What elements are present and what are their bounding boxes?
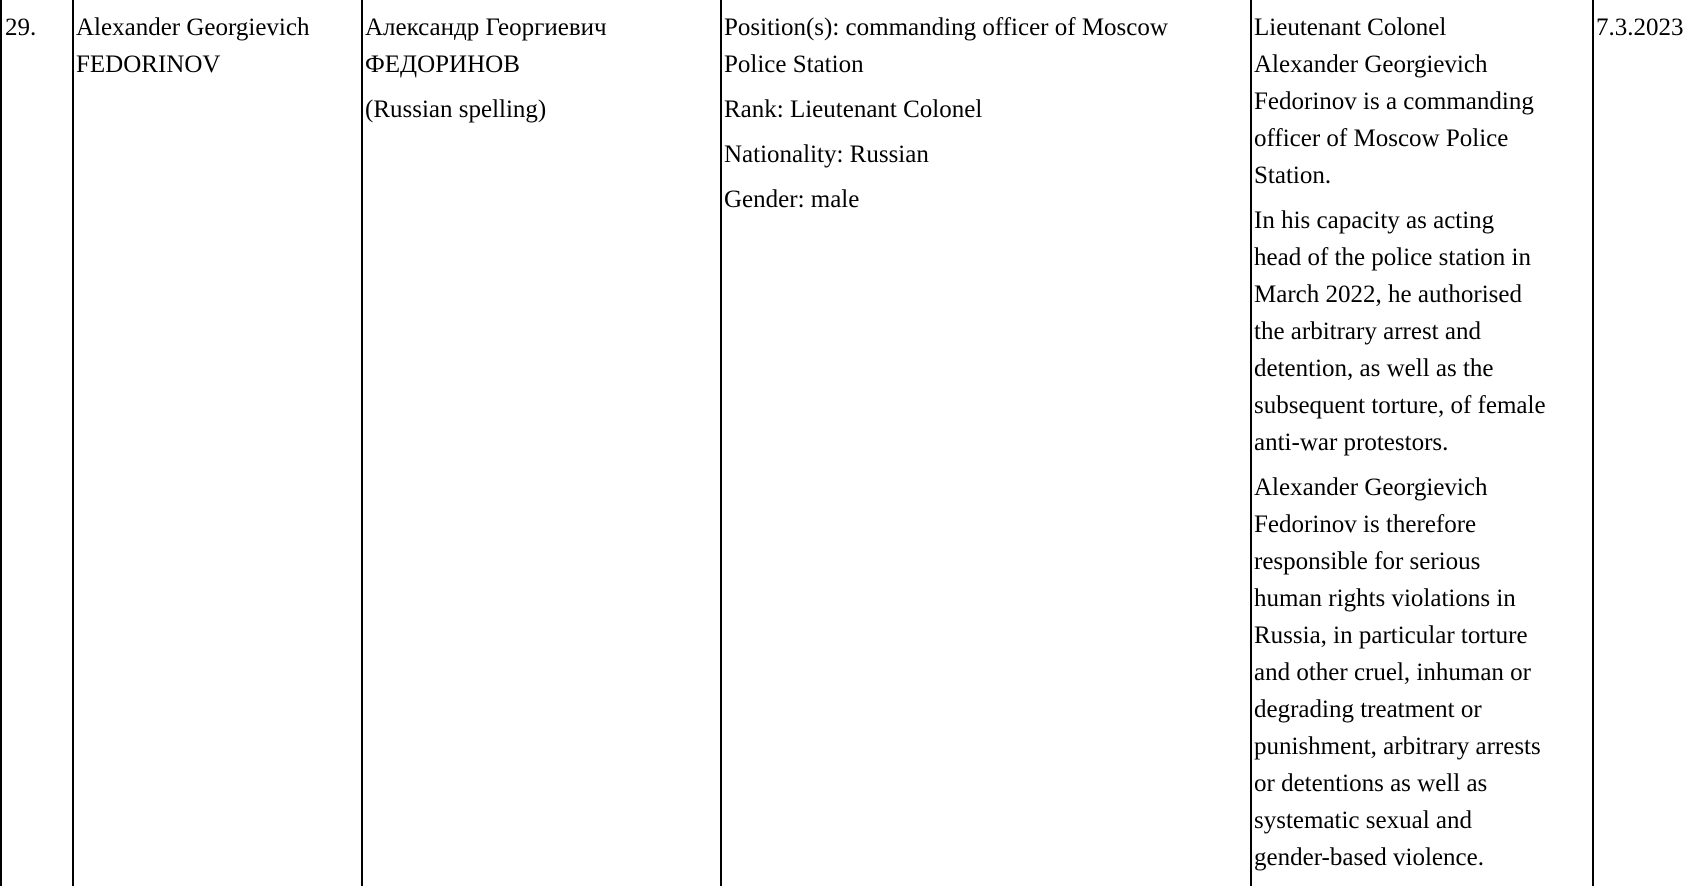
name-russian-line: Александр Георгиевич bbox=[365, 14, 607, 41]
reasons-paragraph-2: In his capacity as acting head of the police station in March 2022, he authorised the arbitrary arrest and detention, as well as the subsequent torture, of female anti-war protestors. bbox=[1254, 207, 1546, 456]
name-russian-line: ФЕДОРИНОВ bbox=[365, 51, 520, 78]
column-border bbox=[1592, 0, 1594, 886]
column-border bbox=[72, 0, 74, 886]
reasons-paragraph-1: Lieutenant Colonel Alexander Georgievich Fedorinov is a commanding officer of Moscow Police Station. bbox=[1254, 14, 1534, 189]
column-border bbox=[361, 0, 363, 886]
position-line: Police Station bbox=[724, 51, 864, 78]
column-border bbox=[1250, 0, 1252, 886]
gender-line: Gender: male bbox=[724, 186, 860, 213]
name-latin-line: FEDORINOV bbox=[76, 51, 221, 78]
identifying-info-cell bbox=[724, 9, 1248, 218]
russian-spelling-note: (Russian spelling) bbox=[365, 96, 547, 123]
position-line: Position(s): commanding officer of Moscow bbox=[724, 14, 1168, 41]
reasons-paragraph-3: Alexander Georgievich Fedorinov is therefore responsible for serious human rights violations in Russia, in particular torture and other cruel, inhuman or degrading treatment or punishment, arbitrary arrests or detentions as well as systematic sexual and gender-based violence. bbox=[1254, 474, 1541, 871]
entry-number: 29. bbox=[5, 14, 37, 41]
rank-line: Rank: Lieutenant Colonel bbox=[724, 96, 983, 123]
reasons-cell bbox=[1254, 9, 1590, 876]
date-of-listing: 7.3.2023 bbox=[1596, 14, 1684, 41]
name-latin-line: Alexander Georgievich bbox=[76, 14, 310, 41]
name-latin-cell bbox=[76, 9, 358, 83]
name-russian-cell bbox=[365, 9, 715, 128]
column-border bbox=[720, 0, 722, 886]
column-border bbox=[0, 0, 2, 886]
nationality-line: Nationality: Russian bbox=[724, 141, 929, 168]
